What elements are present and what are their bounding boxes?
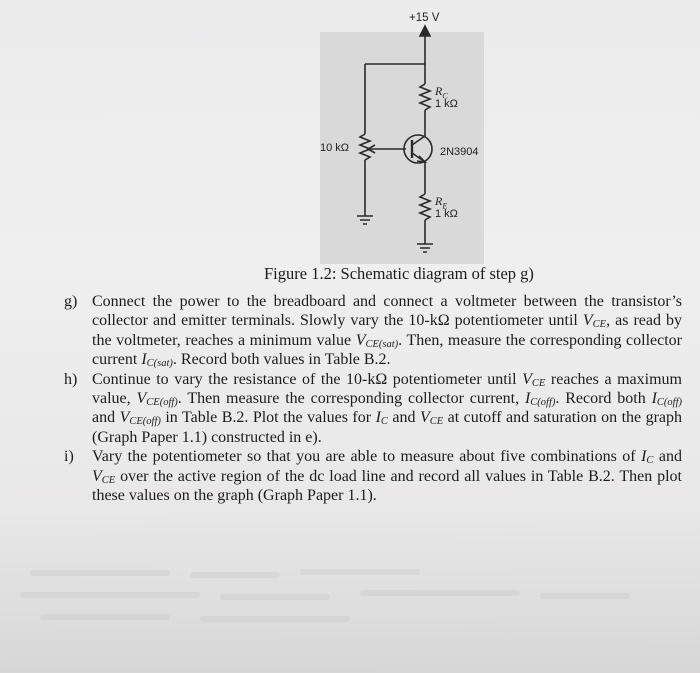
step-letter: h)	[64, 370, 78, 388]
step-letter: g)	[64, 293, 78, 310]
supply-label: +15 V	[409, 12, 440, 24]
re-label: $R_E$	[435, 194, 448, 211]
step-text: Vary the potentiometer so that you are able to measure about five combinations of $I_C$ and $V_{CE}$ over the active region of the dc load line and record all values in Table B.2. Then plot these values on the graph (Graph Paper 1.1).	[92, 448, 682, 505]
schematic-drawing	[306, 6, 486, 264]
procedure-steps	[62, 292, 682, 505]
schematic-diagram	[306, 6, 486, 264]
step-i	[62, 447, 682, 505]
step-text: Connect the power to the breadboard and connect a voltmeter between the transistor’s collector and emitter terminals. Slowly vary the 10-kΩ potentiometer until $V_{CE}$, as read by the voltmeter, reaches a minimum value $V_{CE(sat)}$. Then, measure the corresponding collector current $I_{C(sat)}$. Record both values in Table B.2.	[92, 293, 683, 370]
figure-caption: Figure 1.2: Schematic diagram of step g)	[264, 264, 534, 283]
step-g	[62, 292, 682, 370]
rc-label: $R_C$	[435, 84, 448, 101]
rc-value: 1 kΩ	[435, 98, 458, 110]
supply-arrow	[420, 26, 430, 36]
step-text: Continue to vary the resistance of the 10-kΩ potentiometer until $V_{CE}$ reaches a maximum value, $V_{CE(off)}$. Then measure the corresponding collector current, $I_{C(off)}$. Record both $I_{C(off)}$ and $V_{CE(off)}$ in Table B.2. Plot the values for $I_C$ and $V_{CE}$ at cutoff and saturation on the graph (Graph Paper 1.1) constructed in e).	[92, 370, 683, 446]
pot-value: 10 kΩ	[320, 142, 350, 154]
re-value: 1 kΩ	[435, 208, 458, 220]
step-h	[62, 370, 682, 448]
step-letter: i)	[64, 448, 74, 466]
transistor-label: 2N3904	[440, 146, 479, 158]
bleed-through-shading	[0, 560, 700, 673]
